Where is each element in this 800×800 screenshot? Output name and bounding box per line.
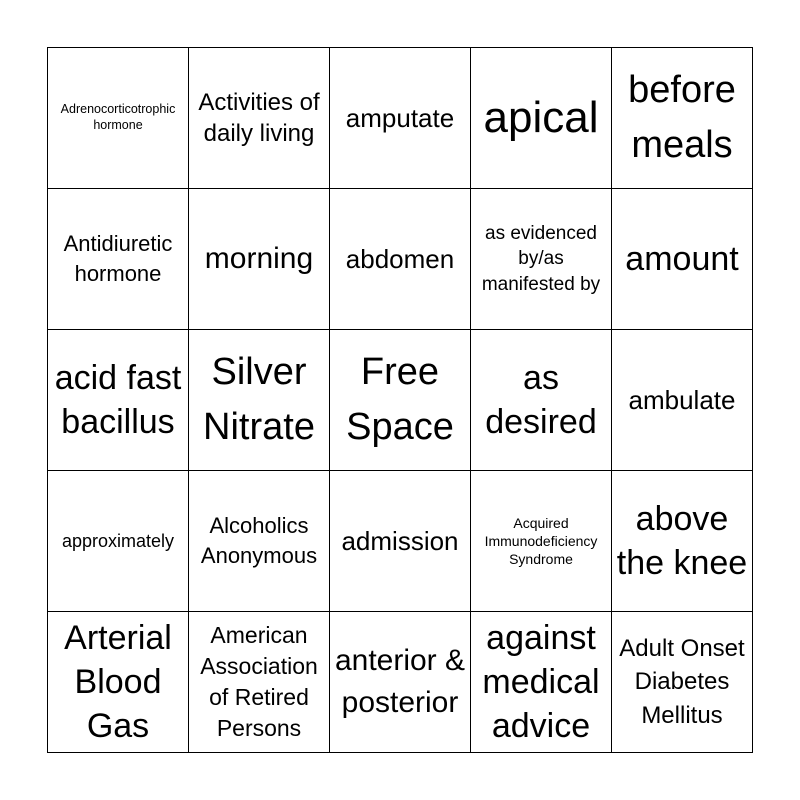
- cell-text: as desired: [485, 358, 597, 441]
- cell-text: Free Space: [346, 350, 454, 448]
- bingo-cell[interactable]: [330, 189, 471, 330]
- cell-text: before meals: [628, 68, 736, 166]
- bingo-cell[interactable]: [612, 612, 753, 753]
- bingo-cell[interactable]: [189, 48, 330, 189]
- bingo-cell[interactable]: [48, 48, 189, 189]
- cell-text: as evidenced by/as manifested by: [481, 222, 601, 295]
- cell-text: Antidiuretic hormone: [63, 231, 173, 286]
- cell-text: Adrenocorticotrophic hormone: [60, 102, 176, 132]
- cell-text: admission: [341, 525, 459, 556]
- cell-text: American Association of Retired Persons: [200, 621, 318, 742]
- cell-text: against medical advice: [482, 618, 600, 746]
- bingo-cell[interactable]: [189, 189, 330, 330]
- bingo-cell[interactable]: [330, 612, 471, 753]
- bingo-cell[interactable]: [612, 471, 753, 612]
- cell-text: Silver Nitrate: [203, 350, 315, 448]
- cell-text: Arterial Blood Gas: [64, 618, 172, 746]
- cell-text: Acquired Immunodeficiency Syndrome: [484, 514, 598, 568]
- bingo-cell[interactable]: [612, 189, 753, 330]
- bingo-cell[interactable]: [48, 189, 189, 330]
- cell-text: amputate: [345, 102, 455, 133]
- bingo-board: [47, 47, 753, 753]
- bingo-cell[interactable]: [471, 330, 612, 471]
- bingo-cell[interactable]: [612, 330, 753, 471]
- cell-text: amount: [625, 239, 739, 278]
- bingo-cell[interactable]: [48, 330, 189, 471]
- cell-text: approximately: [61, 530, 175, 551]
- cell-text: morning: [204, 242, 314, 276]
- cell-text: acid fast bacillus: [54, 358, 182, 441]
- bingo-cell[interactable]: [189, 612, 330, 753]
- cell-text: Alcoholics Anonymous: [200, 513, 318, 568]
- bingo-cell[interactable]: [48, 612, 189, 753]
- bingo-cell[interactable]: [471, 189, 612, 330]
- bingo-cell[interactable]: [612, 48, 753, 189]
- bingo-cell[interactable]: [330, 471, 471, 612]
- bingo-cell[interactable]: [48, 471, 189, 612]
- bingo-cell[interactable]: [330, 48, 471, 189]
- cell-text: Activities of daily living: [198, 88, 320, 147]
- cell-text: Adult Onset Diabetes Mellitus: [619, 634, 745, 729]
- free-space-cell[interactable]: [330, 330, 471, 471]
- bingo-cell[interactable]: [189, 471, 330, 612]
- bingo-cell[interactable]: [471, 612, 612, 753]
- bingo-cell[interactable]: [471, 48, 612, 189]
- cell-text: above the knee: [616, 499, 748, 582]
- cell-text: anterior & posterior: [334, 644, 466, 719]
- cell-text: abdomen: [345, 243, 455, 274]
- cell-text: ambulate: [628, 384, 736, 415]
- bingo-cell[interactable]: [471, 471, 612, 612]
- bingo-cell[interactable]: [189, 330, 330, 471]
- cell-text: apical: [483, 92, 599, 142]
